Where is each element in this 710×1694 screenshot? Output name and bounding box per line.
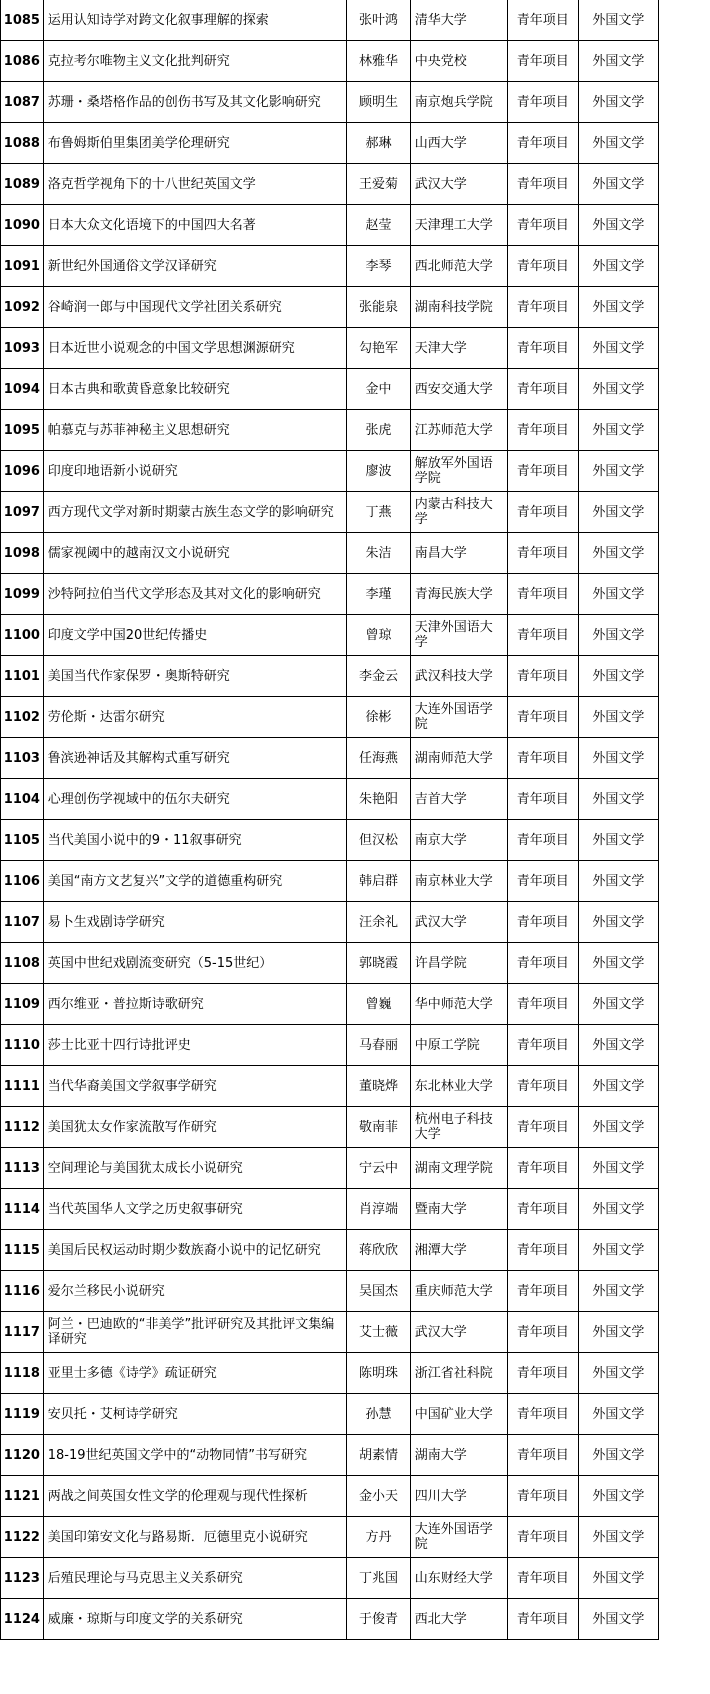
project-number-cell: 1121 — [1, 1476, 44, 1517]
project-type-cell: 青年项目 — [507, 902, 578, 943]
project-type-cell: 青年项目 — [507, 984, 578, 1025]
principal-investigator-cell: 于俊青 — [347, 1599, 411, 1640]
subject-area-cell: 外国文学 — [578, 779, 658, 820]
principal-investigator-cell: 丁燕 — [347, 492, 411, 533]
project-number-cell: 1113 — [1, 1148, 44, 1189]
subject-area-cell: 外国文学 — [578, 902, 658, 943]
table-row — [1, 738, 659, 779]
project-title-cell: 威廉・琼斯与印度文学的关系研究 — [43, 1599, 346, 1640]
subject-area-cell: 外国文学 — [578, 1025, 658, 1066]
subject-area-cell: 外国文学 — [578, 1312, 658, 1353]
subject-area-cell: 外国文学 — [578, 1558, 658, 1599]
project-type-cell: 青年项目 — [507, 1107, 578, 1148]
project-type-cell: 青年项目 — [507, 82, 578, 123]
project-title-cell: 当代美国小说中的9・11叙事研究 — [43, 820, 346, 861]
subject-area-cell: 外国文学 — [578, 1271, 658, 1312]
subject-area-cell: 外国文学 — [578, 164, 658, 205]
project-number-cell: 1096 — [1, 451, 44, 492]
subject-area-cell: 外国文学 — [578, 820, 658, 861]
project-number-cell: 1109 — [1, 984, 44, 1025]
project-number-cell: 1090 — [1, 205, 44, 246]
principal-investigator-cell: 肖淳端 — [347, 1189, 411, 1230]
project-number-cell: 1086 — [1, 41, 44, 82]
table-row — [1, 1107, 659, 1148]
table-row — [1, 1558, 659, 1599]
table-row — [1, 492, 659, 533]
project-title-cell: 18-19世纪英国文学中的“动物同情”书写研究 — [43, 1435, 346, 1476]
institution-cell: 暨南大学 — [410, 1189, 507, 1230]
principal-investigator-cell: 徐彬 — [347, 697, 411, 738]
principal-investigator-cell: 王爱菊 — [347, 164, 411, 205]
project-type-cell: 青年项目 — [507, 0, 578, 41]
principal-investigator-cell: 孙慧 — [347, 1394, 411, 1435]
project-title-cell: 鲁滨逊神话及其解构式重写研究 — [43, 738, 346, 779]
project-number-cell: 1100 — [1, 615, 44, 656]
principal-investigator-cell: 方丹 — [347, 1517, 411, 1558]
project-number-cell: 1094 — [1, 369, 44, 410]
principal-investigator-cell: 李瑾 — [347, 574, 411, 615]
table-row — [1, 328, 659, 369]
project-type-cell: 青年项目 — [507, 1599, 578, 1640]
project-number-cell: 1111 — [1, 1066, 44, 1107]
project-type-cell: 青年项目 — [507, 615, 578, 656]
subject-area-cell: 外国文学 — [578, 1394, 658, 1435]
project-title-cell: 两战之间英国女性文学的伦理观与现代性探析 — [43, 1476, 346, 1517]
project-type-cell: 青年项目 — [507, 287, 578, 328]
institution-cell: 湘潭大学 — [410, 1230, 507, 1271]
institution-cell: 天津外国语大学 — [410, 615, 507, 656]
project-title-cell: 美国后民权运动时期少数族裔小说中的记忆研究 — [43, 1230, 346, 1271]
project-number-cell: 1123 — [1, 1558, 44, 1599]
institution-cell: 大连外国语学院 — [410, 697, 507, 738]
project-type-cell: 青年项目 — [507, 1189, 578, 1230]
institution-cell: 南京大学 — [410, 820, 507, 861]
principal-investigator-cell: 金小天 — [347, 1476, 411, 1517]
table-row — [1, 1435, 659, 1476]
subject-area-cell: 外国文学 — [578, 861, 658, 902]
subject-area-cell: 外国文学 — [578, 533, 658, 574]
project-type-cell: 青年项目 — [507, 164, 578, 205]
project-title-cell: 印度印地语新小说研究 — [43, 451, 346, 492]
project-number-cell: 1097 — [1, 492, 44, 533]
principal-investigator-cell: 曾琼 — [347, 615, 411, 656]
institution-cell: 湖南文理学院 — [410, 1148, 507, 1189]
table-row — [1, 1517, 659, 1558]
institution-cell: 武汉大学 — [410, 902, 507, 943]
project-title-cell: 布鲁姆斯伯里集团美学伦理研究 — [43, 123, 346, 164]
institution-cell: 天津理工大学 — [410, 205, 507, 246]
subject-area-cell: 外国文学 — [578, 574, 658, 615]
subject-area-cell: 外国文学 — [578, 1230, 658, 1271]
project-type-cell: 青年项目 — [507, 1148, 578, 1189]
institution-cell: 南京炮兵学院 — [410, 82, 507, 123]
project-title-cell: 西尔维亚・普拉斯诗歌研究 — [43, 984, 346, 1025]
institution-cell: 内蒙古科技大学 — [410, 492, 507, 533]
subject-area-cell: 外国文学 — [578, 738, 658, 779]
project-title-cell: 当代英国华人文学之历史叙事研究 — [43, 1189, 346, 1230]
project-number-cell: 1088 — [1, 123, 44, 164]
project-type-cell: 青年项目 — [507, 1353, 578, 1394]
principal-investigator-cell: 但汉松 — [347, 820, 411, 861]
subject-area-cell: 外国文学 — [578, 984, 658, 1025]
project-title-cell: 新世纪外国通俗文学汉译研究 — [43, 246, 346, 287]
table-row — [1, 779, 659, 820]
subject-area-cell: 外国文学 — [578, 82, 658, 123]
table-row — [1, 1189, 659, 1230]
institution-cell: 湖南科技学院 — [410, 287, 507, 328]
project-title-cell: 日本大众文化语境下的中国四大名著 — [43, 205, 346, 246]
project-title-cell: 克拉考尔唯物主义文化批判研究 — [43, 41, 346, 82]
project-title-cell: 西方现代文学对新时期蒙古族生态文学的影响研究 — [43, 492, 346, 533]
subject-area-cell: 外国文学 — [578, 287, 658, 328]
subject-area-cell: 外国文学 — [578, 656, 658, 697]
institution-cell: 大连外国语学院 — [410, 1517, 507, 1558]
project-number-cell: 1103 — [1, 738, 44, 779]
project-type-cell: 青年项目 — [507, 779, 578, 820]
institution-cell: 西北大学 — [410, 1599, 507, 1640]
institution-cell: 青海民族大学 — [410, 574, 507, 615]
institution-cell: 南昌大学 — [410, 533, 507, 574]
project-number-cell: 1099 — [1, 574, 44, 615]
subject-area-cell: 外国文学 — [578, 41, 658, 82]
project-number-cell: 1115 — [1, 1230, 44, 1271]
principal-investigator-cell: 张能泉 — [347, 287, 411, 328]
institution-cell: 重庆师范大学 — [410, 1271, 507, 1312]
institution-cell: 江苏师范大学 — [410, 410, 507, 451]
subject-area-cell: 外国文学 — [578, 1107, 658, 1148]
project-type-cell: 青年项目 — [507, 492, 578, 533]
subject-area-cell: 外国文学 — [578, 1148, 658, 1189]
project-type-cell: 青年项目 — [507, 1435, 578, 1476]
institution-cell: 西北师范大学 — [410, 246, 507, 287]
project-number-cell: 1112 — [1, 1107, 44, 1148]
table-row — [1, 410, 659, 451]
project-title-cell: 帕慕克与苏菲神秘主义思想研究 — [43, 410, 346, 451]
principal-investigator-cell: 张叶鸿 — [347, 0, 411, 41]
principal-investigator-cell: 李琴 — [347, 246, 411, 287]
institution-cell: 中原工学院 — [410, 1025, 507, 1066]
table-row — [1, 287, 659, 328]
project-type-cell: 青年项目 — [507, 1312, 578, 1353]
project-type-cell: 青年项目 — [507, 943, 578, 984]
table-row — [1, 1230, 659, 1271]
institution-cell: 湖南大学 — [410, 1435, 507, 1476]
subject-area-cell: 外国文学 — [578, 615, 658, 656]
institution-cell: 吉首大学 — [410, 779, 507, 820]
table-row — [1, 123, 659, 164]
project-number-cell: 1093 — [1, 328, 44, 369]
project-type-cell: 青年项目 — [507, 1025, 578, 1066]
table-row — [1, 1148, 659, 1189]
project-title-cell: 爱尔兰移民小说研究 — [43, 1271, 346, 1312]
project-title-cell: 安贝托・艾柯诗学研究 — [43, 1394, 346, 1435]
principal-investigator-cell: 丁兆国 — [347, 1558, 411, 1599]
project-title-cell: 美国“南方文艺复兴”文学的道德重构研究 — [43, 861, 346, 902]
institution-cell: 中国矿业大学 — [410, 1394, 507, 1435]
subject-area-cell: 外国文学 — [578, 0, 658, 41]
table-row — [1, 82, 659, 123]
subject-area-cell: 外国文学 — [578, 328, 658, 369]
project-type-cell: 青年项目 — [507, 533, 578, 574]
principal-investigator-cell: 赵莹 — [347, 205, 411, 246]
project-number-cell: 1089 — [1, 164, 44, 205]
subject-area-cell: 外国文学 — [578, 1353, 658, 1394]
project-title-cell: 空间理论与美国犹太成长小说研究 — [43, 1148, 346, 1189]
institution-cell: 湖南师范大学 — [410, 738, 507, 779]
project-number-cell: 1119 — [1, 1394, 44, 1435]
project-type-cell: 青年项目 — [507, 697, 578, 738]
project-number-cell: 1101 — [1, 656, 44, 697]
table-row — [1, 246, 659, 287]
project-number-cell: 1085 — [1, 0, 44, 41]
table-row — [1, 1312, 659, 1353]
principal-investigator-cell: 吴国杰 — [347, 1271, 411, 1312]
project-title-cell: 当代华裔美国文学叙事学研究 — [43, 1066, 346, 1107]
institution-cell: 南京林业大学 — [410, 861, 507, 902]
project-number-cell: 1122 — [1, 1517, 44, 1558]
principal-investigator-cell: 顾明生 — [347, 82, 411, 123]
project-number-cell: 1104 — [1, 779, 44, 820]
project-type-cell: 青年项目 — [507, 656, 578, 697]
project-title-cell: 洛克哲学视角下的十八世纪英国文学 — [43, 164, 346, 205]
principal-investigator-cell: 张虎 — [347, 410, 411, 451]
table-row — [1, 943, 659, 984]
project-title-cell: 阿兰・巴迪欧的“非美学”批评研究及其批评文集编译研究 — [43, 1312, 346, 1353]
principal-investigator-cell: 朱艳阳 — [347, 779, 411, 820]
institution-cell: 武汉大学 — [410, 1312, 507, 1353]
project-type-cell: 青年项目 — [507, 41, 578, 82]
project-title-cell: 心理创伤学视域中的伍尔夫研究 — [43, 779, 346, 820]
subject-area-cell: 外国文学 — [578, 1189, 658, 1230]
project-type-cell: 青年项目 — [507, 451, 578, 492]
project-title-cell: 儒家视阈中的越南汉文小说研究 — [43, 533, 346, 574]
institution-cell: 西安交通大学 — [410, 369, 507, 410]
table-row — [1, 902, 659, 943]
table-row — [1, 1476, 659, 1517]
principal-investigator-cell: 勾艳军 — [347, 328, 411, 369]
table-row — [1, 0, 659, 41]
principal-investigator-cell: 艾士薇 — [347, 1312, 411, 1353]
project-number-cell: 1098 — [1, 533, 44, 574]
subject-area-cell: 外国文学 — [578, 205, 658, 246]
project-title-cell: 印度文学中国20世纪传播史 — [43, 615, 346, 656]
project-number-cell: 1087 — [1, 82, 44, 123]
subject-area-cell: 外国文学 — [578, 492, 658, 533]
institution-cell: 武汉大学 — [410, 164, 507, 205]
table-row — [1, 656, 659, 697]
project-type-cell: 青年项目 — [507, 328, 578, 369]
institution-cell: 许昌学院 — [410, 943, 507, 984]
table-row — [1, 164, 659, 205]
project-title-cell: 亚里士多德《诗学》疏证研究 — [43, 1353, 346, 1394]
principal-investigator-cell: 郝琳 — [347, 123, 411, 164]
project-type-cell: 青年项目 — [507, 820, 578, 861]
institution-cell: 浙江省社科院 — [410, 1353, 507, 1394]
project-type-cell: 青年项目 — [507, 1271, 578, 1312]
table-row — [1, 1599, 659, 1640]
project-title-cell: 日本古典和歌黄昏意象比较研究 — [43, 369, 346, 410]
subject-area-cell: 外国文学 — [578, 943, 658, 984]
subject-area-cell: 外国文学 — [578, 1517, 658, 1558]
table-row — [1, 820, 659, 861]
principal-investigator-cell: 敬南菲 — [347, 1107, 411, 1148]
project-number-cell: 1105 — [1, 820, 44, 861]
principal-investigator-cell: 蒋欣欣 — [347, 1230, 411, 1271]
principal-investigator-cell: 陈明珠 — [347, 1353, 411, 1394]
project-title-cell: 苏珊・桑塔格作品的创伤书写及其文化影响研究 — [43, 82, 346, 123]
project-number-cell: 1118 — [1, 1353, 44, 1394]
principal-investigator-cell: 任海燕 — [347, 738, 411, 779]
project-type-cell: 青年项目 — [507, 1394, 578, 1435]
table-row — [1, 205, 659, 246]
principal-investigator-cell: 朱洁 — [347, 533, 411, 574]
project-title-cell: 莎士比亚十四行诗批评史 — [43, 1025, 346, 1066]
project-number-cell: 1120 — [1, 1435, 44, 1476]
subject-area-cell: 外国文学 — [578, 1476, 658, 1517]
project-title-cell: 英国中世纪戏剧流变研究（5-15世纪） — [43, 943, 346, 984]
table-row — [1, 1025, 659, 1066]
project-type-cell: 青年项目 — [507, 246, 578, 287]
subject-area-cell: 外国文学 — [578, 246, 658, 287]
institution-cell: 天津大学 — [410, 328, 507, 369]
project-number-cell: 1117 — [1, 1312, 44, 1353]
principal-investigator-cell: 金中 — [347, 369, 411, 410]
project-type-cell: 青年项目 — [507, 1230, 578, 1271]
table-row — [1, 697, 659, 738]
institution-cell: 武汉科技大学 — [410, 656, 507, 697]
table-row — [1, 41, 659, 82]
principal-investigator-cell: 韩启群 — [347, 861, 411, 902]
table-row — [1, 369, 659, 410]
project-number-cell: 1114 — [1, 1189, 44, 1230]
subject-area-cell: 外国文学 — [578, 123, 658, 164]
institution-cell: 四川大学 — [410, 1476, 507, 1517]
project-type-cell: 青年项目 — [507, 205, 578, 246]
table-row — [1, 861, 659, 902]
institution-cell: 东北林业大学 — [410, 1066, 507, 1107]
subject-area-cell: 外国文学 — [578, 1599, 658, 1640]
project-title-cell: 劳伦斯・达雷尔研究 — [43, 697, 346, 738]
table-row — [1, 533, 659, 574]
subject-area-cell: 外国文学 — [578, 1066, 658, 1107]
project-title-cell: 后殖民理论与马克思主义关系研究 — [43, 1558, 346, 1599]
project-number-cell: 1106 — [1, 861, 44, 902]
project-title-cell: 美国印第安文化与路易斯．厄德里克小说研究 — [43, 1517, 346, 1558]
project-table-body — [1, 0, 659, 1640]
principal-investigator-cell: 廖波 — [347, 451, 411, 492]
project-type-cell: 青年项目 — [507, 1066, 578, 1107]
principal-investigator-cell: 汪余礼 — [347, 902, 411, 943]
project-number-cell: 1107 — [1, 902, 44, 943]
principal-investigator-cell: 董晓烨 — [347, 1066, 411, 1107]
project-title-cell: 美国犹太女作家流散写作研究 — [43, 1107, 346, 1148]
principal-investigator-cell: 郭晓霞 — [347, 943, 411, 984]
project-title-cell: 沙特阿拉伯当代文学形态及其对文化的影响研究 — [43, 574, 346, 615]
table-row — [1, 451, 659, 492]
project-type-cell: 青年项目 — [507, 123, 578, 164]
institution-cell: 杭州电子科技大学 — [410, 1107, 507, 1148]
principal-investigator-cell: 胡素情 — [347, 1435, 411, 1476]
table-row — [1, 615, 659, 656]
project-number-cell: 1092 — [1, 287, 44, 328]
table-row — [1, 984, 659, 1025]
table-row — [1, 1271, 659, 1312]
principal-investigator-cell: 曾巍 — [347, 984, 411, 1025]
subject-area-cell: 外国文学 — [578, 697, 658, 738]
project-number-cell: 1095 — [1, 410, 44, 451]
institution-cell: 清华大学 — [410, 0, 507, 41]
project-type-cell: 青年项目 — [507, 861, 578, 902]
table-row — [1, 1353, 659, 1394]
principal-investigator-cell: 马春丽 — [347, 1025, 411, 1066]
project-number-cell: 1124 — [1, 1599, 44, 1640]
project-number-cell: 1102 — [1, 697, 44, 738]
project-type-cell: 青年项目 — [507, 369, 578, 410]
project-type-cell: 青年项目 — [507, 738, 578, 779]
project-number-cell: 1091 — [1, 246, 44, 287]
project-type-cell: 青年项目 — [507, 410, 578, 451]
institution-cell: 山西大学 — [410, 123, 507, 164]
institution-cell: 华中师范大学 — [410, 984, 507, 1025]
principal-investigator-cell: 李金云 — [347, 656, 411, 697]
institution-cell: 山东财经大学 — [410, 1558, 507, 1599]
subject-area-cell: 外国文学 — [578, 410, 658, 451]
project-number-cell: 1110 — [1, 1025, 44, 1066]
project-number-cell: 1116 — [1, 1271, 44, 1312]
principal-investigator-cell: 林雅华 — [347, 41, 411, 82]
project-type-cell: 青年项目 — [507, 1517, 578, 1558]
project-type-cell: 青年项目 — [507, 1476, 578, 1517]
project-title-cell: 易卜生戏剧诗学研究 — [43, 902, 346, 943]
table-row — [1, 574, 659, 615]
project-title-cell: 运用认知诗学对跨文化叙事理解的探索 — [43, 0, 346, 41]
project-title-cell: 谷崎润一郎与中国现代文学社团关系研究 — [43, 287, 346, 328]
table-row — [1, 1394, 659, 1435]
project-type-cell: 青年项目 — [507, 1558, 578, 1599]
subject-area-cell: 外国文学 — [578, 1435, 658, 1476]
institution-cell: 解放军外国语学院 — [410, 451, 507, 492]
project-type-cell: 青年项目 — [507, 574, 578, 615]
subject-area-cell: 外国文学 — [578, 369, 658, 410]
principal-investigator-cell: 宁云中 — [347, 1148, 411, 1189]
project-title-cell: 美国当代作家保罗・奥斯特研究 — [43, 656, 346, 697]
institution-cell: 中央党校 — [410, 41, 507, 82]
subject-area-cell: 外国文学 — [578, 451, 658, 492]
table-row — [1, 1066, 659, 1107]
project-title-cell: 日本近世小说观念的中国文学思想渊源研究 — [43, 328, 346, 369]
project-number-cell: 1108 — [1, 943, 44, 984]
